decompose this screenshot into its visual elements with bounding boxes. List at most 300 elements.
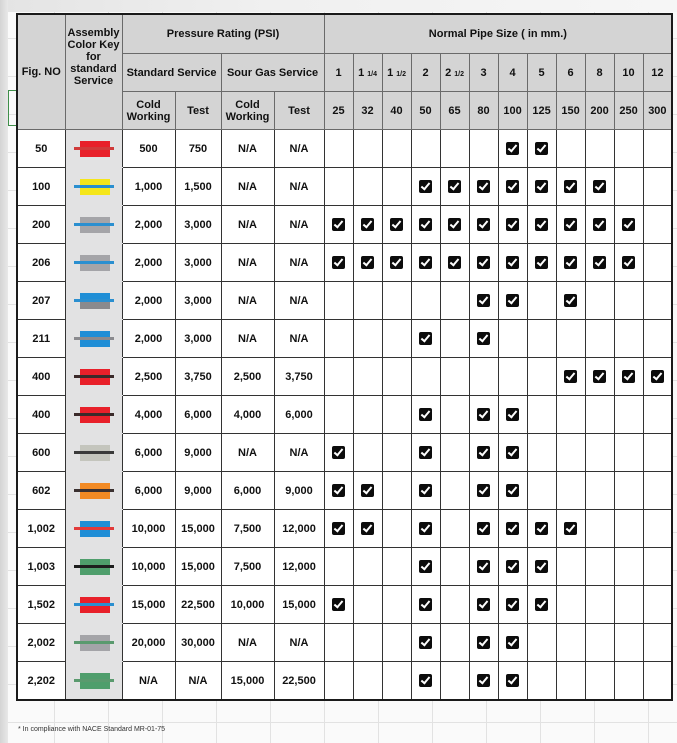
table-row [17,358,672,396]
fig-number: 602 [17,472,65,510]
checkmark-icon [332,522,345,535]
checkmark-icon [593,180,606,193]
toolbar-edge [0,0,677,12]
sour-test-value: 9,000 [274,472,324,510]
checkmark-icon [419,484,432,497]
checkmark-icon [535,522,548,535]
pipe-size-cell [643,586,672,624]
pipe-size-cell [469,244,498,282]
pipe-size-cell [324,548,353,586]
table-row [17,130,672,168]
checkmark-icon [506,142,519,155]
checkmark-icon [564,294,577,307]
checkmark-icon [477,522,490,535]
color-key-cell [65,586,122,624]
fig-number: 1,502 [17,586,65,624]
pipe-size-cell [643,244,672,282]
standard-cold-working-value: 500 [122,130,175,168]
pipe-size-cell [411,586,440,624]
pipe-size-cell [498,244,527,282]
checkmark-icon [332,256,345,269]
table-row [17,434,672,472]
color-key-swatch [66,514,122,544]
color-key-swatch [66,666,122,696]
checkmark-icon [506,256,519,269]
standard-cold-working-value: 10,000 [122,548,175,586]
checkmark-icon [477,598,490,611]
pipe-size-mm-header: 40 [382,92,411,130]
pipe-size-cell [353,130,382,168]
pipe-size-cell [469,206,498,244]
fig-number: 211 [17,320,65,358]
pipe-size-fraction: 1/4 [367,70,377,78]
pipe-size-cell [382,472,411,510]
row-header-strip [0,0,8,743]
pipe-size-cell [498,282,527,320]
pipe-size-cell [643,510,672,548]
checkmark-icon [506,522,519,535]
swatch-stripe [74,147,114,150]
pipe-size-cell [614,130,643,168]
swatch-stripe [74,451,114,454]
color-key-swatch [66,134,122,164]
pipe-size-cell [353,396,382,434]
pipe-size-cell [614,396,643,434]
color-key-cell [65,548,122,586]
pipe-size-cell [585,624,614,662]
pipe-size-cell [498,206,527,244]
pipe-size-cell [440,510,469,548]
pipe-size-cell [614,624,643,662]
pipe-size-cell [527,396,556,434]
pipe-size-inch-header [556,54,585,92]
sour-cold-working-value: 2,500 [221,358,274,396]
checkmark-icon [535,180,548,193]
checkmark-icon [506,294,519,307]
pipe-size-cell [527,244,556,282]
pipe-size-fraction: 1/2 [454,70,464,78]
pipe-size-cell [498,548,527,586]
pipe-size-cell [498,396,527,434]
pipe-size-cell [585,586,614,624]
standard-test-value: N/A [175,662,221,701]
sour-cold-working-value: 6,000 [221,472,274,510]
pipe-size-cell [585,282,614,320]
checkmark-icon [535,256,548,269]
pipe-size-cell [440,434,469,472]
checkmark-icon [622,370,635,383]
pipe-size-cell [527,662,556,701]
sour-test-value: 15,000 [274,586,324,624]
pipe-size-cell [353,168,382,206]
pipe-size-inch-header [614,54,643,92]
standard-test-value: 15,000 [175,548,221,586]
pipe-size-cell [643,320,672,358]
pipe-size-inch: 3 [480,66,487,79]
pipe-size-cell [382,130,411,168]
color-key-cell [65,130,122,168]
pipe-size-mm-header: 150 [556,92,585,130]
pipe-size-cell [469,358,498,396]
pipe-size-cell [614,548,643,586]
checkmark-icon [506,560,519,573]
pipe-size-cell [382,168,411,206]
pipe-size-cell [643,168,672,206]
sour-test-value: 3,750 [274,358,324,396]
standard-test-value: 3,750 [175,358,221,396]
checkmark-icon [477,180,490,193]
pipe-size-cell [527,320,556,358]
checkmark-icon [535,142,548,155]
pipe-size-cell [498,320,527,358]
table-row [17,206,672,244]
checkmark-icon [477,674,490,687]
pipe-size-cell [411,130,440,168]
pipe-size-cell [324,358,353,396]
fig-number: 206 [17,244,65,282]
color-key-cell [65,396,122,434]
checkmark-icon [477,294,490,307]
fig-number: 207 [17,282,65,320]
checkmark-icon [622,256,635,269]
pipe-size-cell [527,358,556,396]
checkmark-icon [419,674,432,687]
pipe-size-mm-header: 125 [527,92,556,130]
checkmark-icon [477,256,490,269]
table-row [17,168,672,206]
sour-cold-working-value: N/A [221,434,274,472]
sour-cold-working-value: 4,000 [221,396,274,434]
standard-cold-working-value: 2,500 [122,358,175,396]
pipe-size-cell [527,548,556,586]
pipe-size-cell [556,130,585,168]
sour-test-value: N/A [274,168,324,206]
fig-number: 1,003 [17,548,65,586]
pipe-size-cell [556,510,585,548]
fig-number: 400 [17,358,65,396]
pipe-size-cell [585,168,614,206]
pipe-size-mm-header: 250 [614,92,643,130]
checkmark-icon [332,484,345,497]
pipe-size-cell [411,548,440,586]
checkmark-icon [477,332,490,345]
swatch-stripe [74,375,114,378]
pipe-size-cell [527,472,556,510]
pipe-size-inch: 6 [567,66,574,79]
pipe-size-cell [411,244,440,282]
pipe-size-cell [498,168,527,206]
pipe-size-cell [324,396,353,434]
pipe-size-cell [353,662,382,701]
pipe-size-cell [556,244,585,282]
checkmark-icon [361,256,374,269]
pipe-size-inch: 1 [358,66,365,79]
pipe-size-cell [440,662,469,701]
checkmark-icon [564,180,577,193]
color-key-swatch [66,248,122,278]
standard-test-value: 9,000 [175,434,221,472]
standard-test-header: Test [175,92,221,130]
color-key-swatch [66,438,122,468]
pipe-size-cell [643,548,672,586]
pipe-size-cell [411,168,440,206]
standard-test-value: 9,000 [175,472,221,510]
pipe-size-cell [498,434,527,472]
pipe-size-cell [614,244,643,282]
pipe-size-cell [585,548,614,586]
checkmark-icon [506,446,519,459]
header-row-1 [17,14,672,54]
swatch-stripe [74,489,114,492]
color-key-swatch [66,552,122,582]
color-key-swatch [66,590,122,620]
pipe-size-cell [440,624,469,662]
pipe-size-cell [498,624,527,662]
pipe-size-cell [324,586,353,624]
pipe-size-inch-header [324,54,353,92]
pipe-size-cell [469,662,498,701]
pipe-size-cell [614,586,643,624]
sour-cold-working-value: 10,000 [221,586,274,624]
sour-test-value: N/A [274,434,324,472]
pipe-size-cell [469,548,498,586]
pipe-size-mm-header: 100 [498,92,527,130]
pipe-size-cell [527,434,556,472]
pipe-size-cell [440,206,469,244]
pipe-size-cell [440,358,469,396]
pipe-size-cell [556,548,585,586]
pipe-size-cell [643,624,672,662]
pipe-size-cell [585,206,614,244]
fig-number: 200 [17,206,65,244]
swatch-stripe [74,261,114,264]
color-key-cell [65,320,122,358]
checkmark-icon [361,218,374,231]
pipe-size-cell [353,358,382,396]
standard-cold-working-value: 6,000 [122,434,175,472]
checkmark-icon [390,256,403,269]
table-row [17,320,672,358]
fig-number: 2,202 [17,662,65,701]
checkmark-icon [506,408,519,421]
checkmark-icon [419,218,432,231]
checkmark-icon [506,484,519,497]
standard-test-value: 3,000 [175,206,221,244]
pipe-size-mm-header: 80 [469,92,498,130]
pipe-size-cell [440,586,469,624]
pipe-size-cell [643,130,672,168]
pipe-size-cell [382,510,411,548]
pipe-size-inch-header [527,54,556,92]
color-key-swatch [66,172,122,202]
sour-test-value: 12,000 [274,510,324,548]
pipe-size-cell [411,472,440,510]
pipe-size-cell [469,510,498,548]
pipe-size-cell [556,586,585,624]
pipe-size-cell [440,396,469,434]
table-row [17,244,672,282]
checkmark-icon [506,598,519,611]
pipe-size-inch-header [585,54,614,92]
swatch-stripe [74,185,114,188]
pipe-size-cell [643,282,672,320]
checkmark-icon [622,218,635,231]
checkmark-icon [332,218,345,231]
standard-cold-working-value: 10,000 [122,510,175,548]
sour-cold-working-value: 15,000 [221,662,274,701]
pipe-size-cell [353,624,382,662]
standard-cold-working-header: Cold Working [122,92,175,130]
pipe-size-inch-header [469,54,498,92]
table-row [17,510,672,548]
pipe-size-cell [469,586,498,624]
sour-cold-working-value: N/A [221,282,274,320]
pipe-size-cell [469,168,498,206]
table-row [17,396,672,434]
pipe-size-inch: 2 [422,66,429,79]
standard-test-value: 22,500 [175,586,221,624]
pipe-size-cell [556,434,585,472]
pipe-size-cell [556,472,585,510]
pipe-size-cell [324,282,353,320]
swatch-stripe [74,603,114,606]
pipe-size-cell [498,358,527,396]
pipe-size-mm-header: 65 [440,92,469,130]
sour-cold-working-value: 7,500 [221,510,274,548]
checkmark-icon [593,218,606,231]
pipe-size-mm-header: 32 [353,92,382,130]
pipe-size-cell [556,168,585,206]
sour-test-value: N/A [274,130,324,168]
standard-cold-working-value: 20,000 [122,624,175,662]
pipe-size-cell [353,510,382,548]
pipe-size-cell [324,244,353,282]
fig-number: 2,002 [17,624,65,662]
sour-test-value: 12,000 [274,548,324,586]
pipe-size-cell [614,662,643,701]
swatch-stripe [74,679,114,682]
pipe-size-cell [411,624,440,662]
color-key-swatch [66,628,122,658]
pipe-size-cell [353,548,382,586]
table-row [17,548,672,586]
pipe-size-cell [469,472,498,510]
pipe-size-cell [440,282,469,320]
pipe-size-cell [585,662,614,701]
pipe-size-cell [469,130,498,168]
pipe-size-cell [440,244,469,282]
sour-test-value: N/A [274,320,324,358]
pipe-size-inch: 2 [445,66,452,79]
fig-number: 400 [17,396,65,434]
swatch-stripe [74,223,114,226]
fig-number: 50 [17,130,65,168]
standard-cold-working-value: 1,000 [122,168,175,206]
standard-cold-working-value: 2,000 [122,282,175,320]
checkmark-icon [448,180,461,193]
pipe-size-cell [527,282,556,320]
sour-gas-service-header: Sour Gas Service [221,54,324,92]
checkmark-icon [477,446,490,459]
pipe-size-cell [643,206,672,244]
color-key-cell [65,168,122,206]
checkmark-icon [419,332,432,345]
pipe-size-cell [324,510,353,548]
pipe-size-cell [498,472,527,510]
pipe-size-inch: 1 [335,66,342,79]
pipe-size-cell [643,472,672,510]
checkmark-icon [419,598,432,611]
pipe-size-header: Normal Pipe Size ( in mm.) [324,14,672,54]
pipe-size-cell [527,168,556,206]
table-row [17,624,672,662]
pipe-size-cell [614,206,643,244]
standard-cold-working-value: 4,000 [122,396,175,434]
pipe-size-cell [556,206,585,244]
pipe-size-cell [585,396,614,434]
checkmark-icon [477,218,490,231]
pipe-size-cell [382,434,411,472]
sour-test-value: N/A [274,244,324,282]
pipe-size-cell [411,358,440,396]
pipe-size-cell [556,282,585,320]
pipe-size-cell [585,510,614,548]
fig-number: 100 [17,168,65,206]
pipe-size-cell [614,358,643,396]
checkmark-icon [506,180,519,193]
pipe-size-cell [556,358,585,396]
standard-cold-working-value: 2,000 [122,244,175,282]
table-row [17,662,672,701]
standard-cold-working-value: 2,000 [122,206,175,244]
sour-cold-working-value: N/A [221,244,274,282]
fig-number: 600 [17,434,65,472]
pipe-size-cell [643,396,672,434]
pipe-size-cell [614,168,643,206]
checkmark-icon [477,408,490,421]
sour-test-value: N/A [274,282,324,320]
checkmark-icon [419,446,432,459]
checkmark-icon [535,598,548,611]
checkmark-icon [419,560,432,573]
sour-test-value: N/A [274,206,324,244]
pipe-size-mm-header: 50 [411,92,440,130]
checkmark-icon [564,522,577,535]
pipe-size-cell [614,282,643,320]
standard-test-value: 3,000 [175,320,221,358]
pipe-size-cell [440,548,469,586]
checkmark-icon [477,560,490,573]
pipe-size-cell [353,320,382,358]
footnote: * In compliance with NACE Standard MR-01-75 [18,726,166,733]
checkmark-icon [564,370,577,383]
pipe-size-cell [643,662,672,701]
checkmark-icon [419,522,432,535]
swatch-stripe [74,413,114,416]
color-key-swatch [66,286,122,316]
checkmark-icon [506,636,519,649]
pipe-size-cell [353,472,382,510]
swatch-stripe [74,299,114,302]
sour-test-value: 22,500 [274,662,324,701]
sour-test-value: N/A [274,624,324,662]
pipe-size-cell [382,586,411,624]
standard-cold-working-value: 6,000 [122,472,175,510]
color-key-cell [65,662,122,701]
standard-cold-working-value: N/A [122,662,175,701]
pipe-size-cell [527,624,556,662]
pipe-size-cell [469,320,498,358]
